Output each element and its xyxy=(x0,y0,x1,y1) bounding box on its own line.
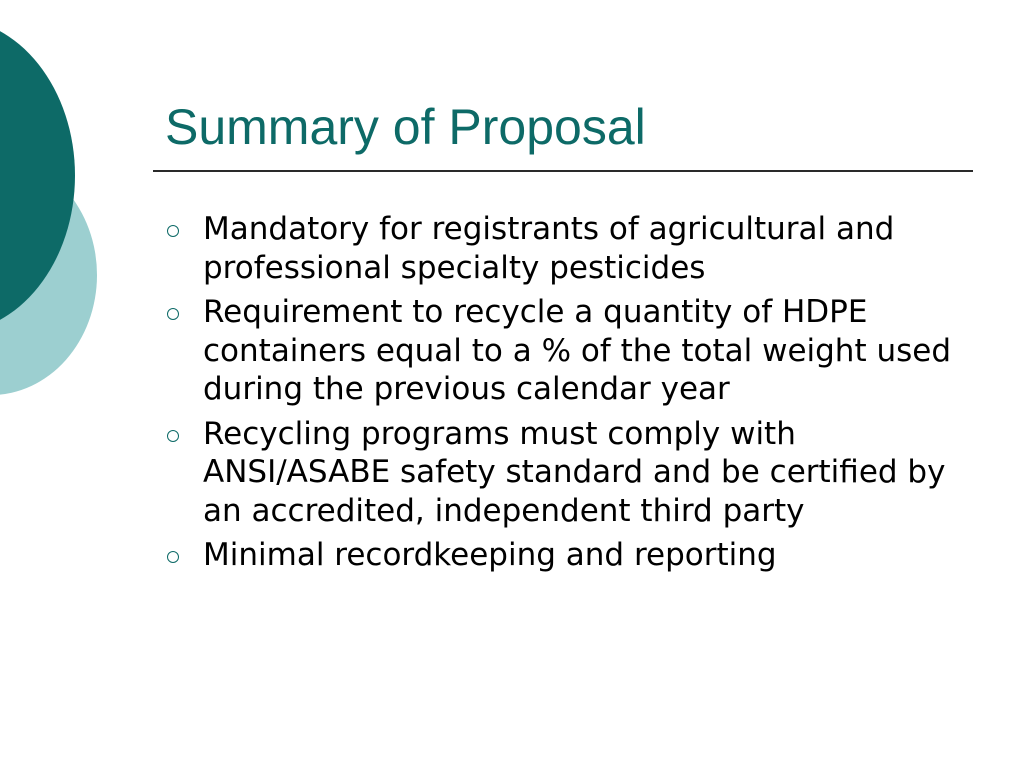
bullet-text: Mandatory for registrants of agricultural and professional specialty pesticides xyxy=(203,211,895,286)
bullet-item xyxy=(165,293,965,409)
hollow-circle-bullet-icon xyxy=(167,308,179,320)
hollow-circle-bullet-icon xyxy=(167,430,179,442)
bullet-item xyxy=(165,415,965,531)
bullet-text: Requirement to recycle a quantity of HDPE containers equal to a % of the total weight used during the previous calendar year xyxy=(203,294,952,407)
bullet-item xyxy=(165,210,965,287)
hollow-circle-bullet-icon xyxy=(167,225,179,237)
bullet-list xyxy=(165,210,965,581)
title-divider xyxy=(153,170,973,172)
hollow-circle-bullet-icon xyxy=(167,551,179,563)
bullet-text: Minimal recordkeeping and reporting xyxy=(203,537,777,573)
bullet-item xyxy=(165,536,965,575)
slide-title: Summary of Proposal xyxy=(165,99,646,155)
bullet-text: Recycling programs must comply with ANSI/ASABE safety standard and be certified by an accredited, independent third party xyxy=(203,415,946,529)
